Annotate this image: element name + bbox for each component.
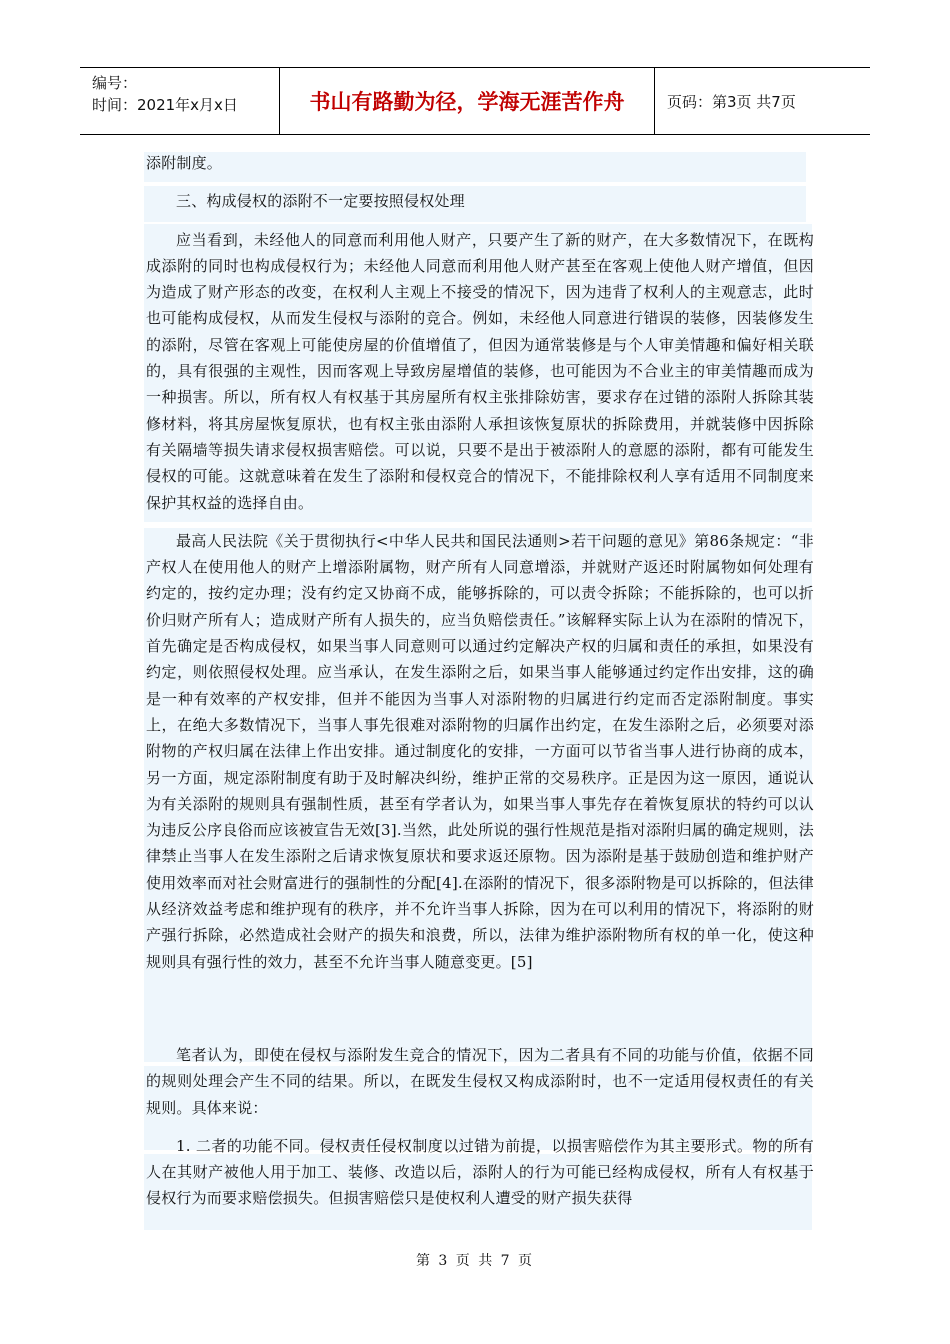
paragraph: 1. 二者的功能不同。侵权责任侵权制度以过错为前提，以损害赔偿作为其主要形式。物的所有人在其财产被他人用于加工、装修、改造以后，添附人的行为可能已经构成侵权，所有人有权基于侵权行为而要求赔偿损失。但损害赔偿只是使权利人遭受的财产损失获得 [146, 1136, 814, 1208]
header-motto: 书山有路勤为径，学海无涯苦作舟 [280, 68, 655, 134]
document-number-label: 编号： [92, 74, 138, 92]
page-footer: 第 3 页 共 7 页 [415, 1253, 535, 1269]
paragraph-continuation: 添附制度。 [146, 154, 223, 172]
section-heading: 三、构成侵权的添附不一定要按照侵权处理 [176, 192, 465, 211]
paragraph: 最高人民法院《关于贯彻执行<中华人民共和国民法通则>若干问题的意见》第86条规定：“非产权人在使用他人的财产上增添附属物，财产所有人同意增添，并就财产返还时附属物如何处理有约定的，按约定办理；没有约定又协商不成，能够拆除的，可以责令拆除；不能拆除的，也可以折价归财产所有人；造成财产所有人损失的，应当负赔偿责任。”该解释实际上认为在添附的情况下，首先确定是否构成侵权，如果当事人同意则可以通过约定解决产权的归属和责任的承担，如果没有约定，则依照侵权处理。应当承认，在发生添附之后，如果当事人能够通过约定作出安排，这的确是一种有效率的产权安排，但并不能因为当事人对添附物的归属进行约定而否定添附制度。事实上，在绝大多数情况下，当事人事先很难对添附物的归属作出约定，在发生添附之后，必须要对添附物的产权归属在法律上作出安排。通过制度化的安排，一方面可以节省当事人进行协商的成本，另一方面，规定添附制度有助于及时解决纠纷，维护正常的交易秩序。正是因为这一原因，通说认为有关添附的规则具有强制性质，甚至有学者认为，如果当事人事先存在着恢复原状的特约可以认为违反公序良俗而应该被宣告无效[3].当然，此处所说的强行性规范是指对添附归属的确定规则，法律禁止当事人在发生添附之后请求恢复原状和要求返还原物。因为添附是基于鼓励创造和维护财产使用效率而对社会财富进行的强制性的分配[4].在添附的情况下，很多添附物是可以拆除的，但法律从经济效益考虑和维护现有的秩序，并不允许当事人拆除，因为在可以利用的情况下，将添附的财产强行拆除，必然造成社会财产的损失和浪费，所以，法律为维护添附物所有权的单一化，使这种规则具有强行性的效力，甚至不允许当事人随意变更。[5] [146, 531, 814, 971]
document-body [146, 150, 814, 1212]
document-date-label: 时间：2021年x月x日 [92, 96, 238, 114]
header-meta [80, 68, 280, 134]
paragraph: 应当看到，未经他人的同意而利用他人财产，只要产生了新的财产，在大多数情况下，在既构成添附的同时也构成侵权行为；未经他人同意而利用他人财产甚至在客观上使他人财产增值，但因为造成了财产形态的改变，在权利人主观上不接受的情况下，因为违背了权利人的主观意志，此时也可能构成侵权，从而发生侵权与添附的竞合。例如，未经他人同意进行错误的装修，因装修发生的添附，尽管在客观上可能使房屋的价值增值了，但因为通常装修是与个人审美情趣和偏好相关联的，具有很强的主观性，因而客观上导致房屋增值的装修，也可能因为不合业主的审美情趣而成为一种损害。所以，所有权人有权基于其房屋所有权主张排除妨害，要求存在过错的添附人拆除其装修材料，将其房屋恢复原状，也有权主张由添附人承担该恢复原状的拆除费用，并就装修中因拆除有关隔墙等损失请求侵权损害赔偿。可以说，只要不是出于被添附人的意愿的添附，都有可能发生侵权的可能。这就意味着在发生了添附和侵权竞合的情况下，不能排除权利人享有适用不同制度来保护其权益的选择自由。 [146, 230, 814, 512]
paragraph: 笔者认为，即使在侵权与添附发生竞合的情况下，因为二者具有不同的功能与价值，依据不同的规则处理会产生不同的结果。所以，在既发生侵权又构成添附时，也不一定适用侵权责任的有关规则。具体来说： [146, 1045, 814, 1117]
page-header [80, 67, 870, 135]
header-page-number: 页码：第3页 共7页 [667, 92, 796, 111]
